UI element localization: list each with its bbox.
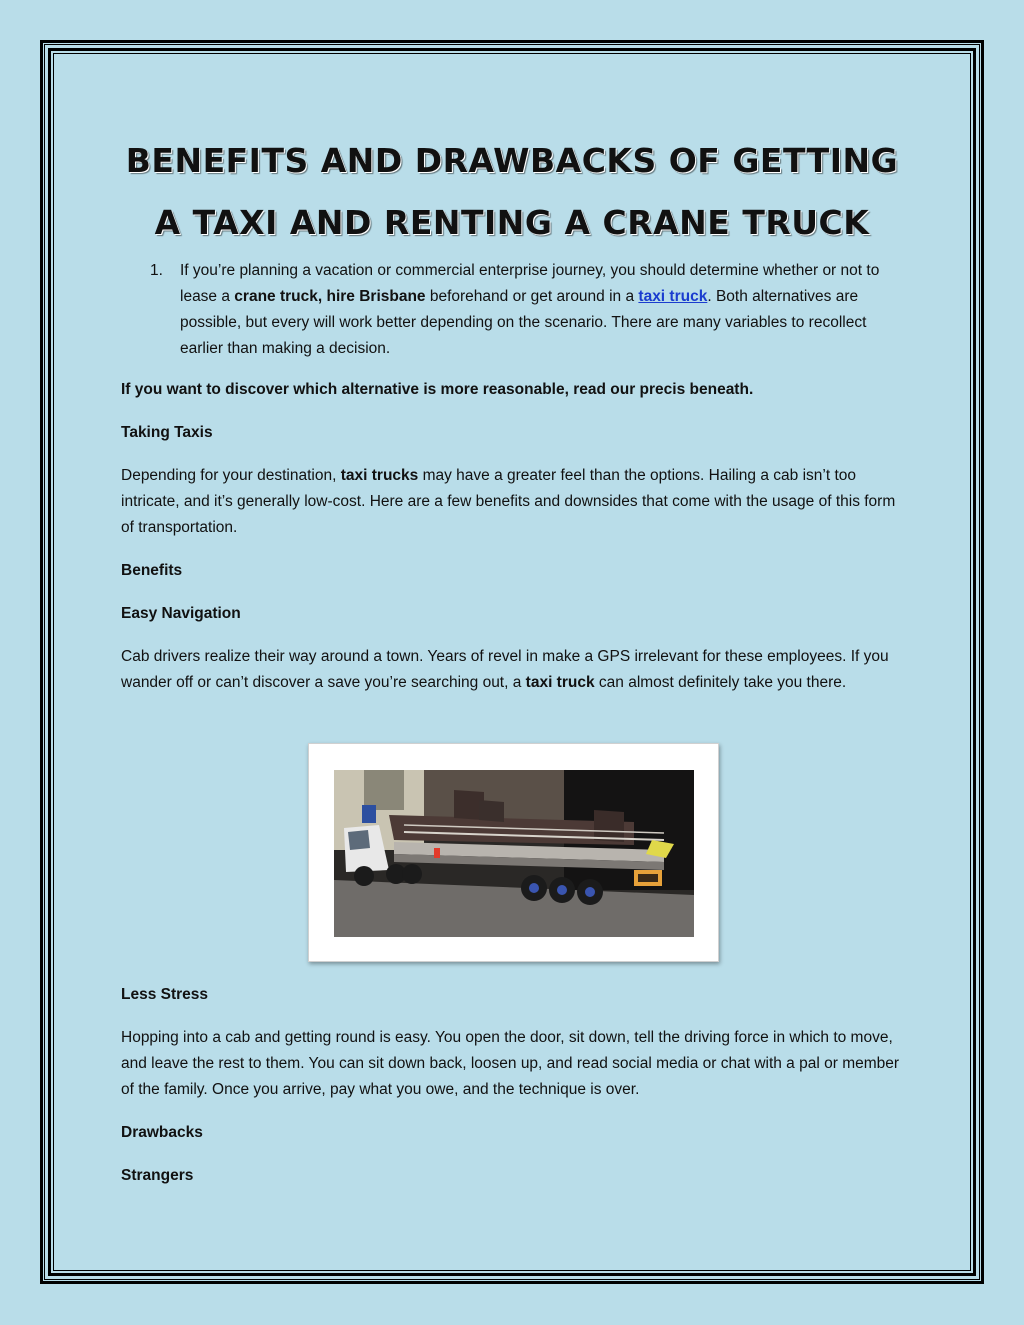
drawbacks-heading: [121, 1120, 911, 1146]
summary-bold-text: If you want to discover which alternative is more reasonable, read our precis beneath.: [121, 381, 754, 398]
benefits-heading: [121, 558, 911, 584]
article-body-top: [121, 258, 911, 713]
strangers-heading-text: Strangers: [121, 1167, 194, 1184]
taking-taxis-paragraph: [121, 463, 911, 541]
taking-taxis-heading: [121, 420, 911, 446]
summary-paragraph: [121, 377, 911, 403]
benefits-heading-text: Benefits: [121, 562, 183, 579]
drawbacks-heading-text: Drawbacks: [121, 1124, 203, 1141]
easy-navigation-heading-text: Easy Navigation: [121, 605, 241, 622]
crane-truck-photo: [334, 770, 694, 937]
numbered-list-item: [121, 258, 911, 362]
list-number: 1.: [150, 262, 163, 279]
truck-photo-frame: [308, 743, 719, 962]
less-stress-heading: [121, 982, 911, 1008]
strangers-heading: [121, 1163, 911, 1189]
page-title-line-1: BENEFITS AND DRAWBACKS OF GETTING: [125, 141, 899, 180]
less-stress-paragraph: Hopping into a cab and getting round is easy. You open the door, sit down, tell the driving force in which to move, and leave the rest to them. You can sit down back, loosen up, and read social media or chat with a pal or member of the family. Once you arrive, pay what you owe, and the technique is over.: [121, 1029, 900, 1098]
intro-text-middle: beforehand or get around in a: [425, 288, 639, 305]
page-title: [100, 130, 924, 254]
easy-navigation-heading: [121, 601, 911, 627]
easy-navigation-paragraph: [121, 644, 911, 696]
taking-taxis-text-start: Depending for your destination,: [121, 467, 341, 484]
article-body-bottom: [121, 982, 911, 1206]
easy-navigation-text-end: can almost definitely take you there.: [594, 674, 847, 691]
taking-taxis-bold: taxi trucks: [340, 467, 419, 484]
page-title-line-2: A TAXI AND RENTING A CRANE TRUCK: [154, 203, 870, 242]
intro-bold-phrase: crane truck, hire Brisbane: [234, 288, 426, 305]
taking-taxis-heading-text: Taking Taxis: [121, 424, 213, 441]
intro-text-start: If you’re planning a vacation or commercial enterprise journey, you should determine whether or not to lease a: [180, 262, 880, 305]
less-stress-heading-text: Less Stress: [121, 986, 209, 1003]
intro-text-end: . Both alternatives are possible, but every will work better depending on the scenario. There are many variables to recollect earlier than making a decision.: [180, 288, 867, 357]
taking-taxis-text-end: may have a greater feel than the options. Hailing a cab isn’t too intricate, and it’s generally low-cost. Here are a few benefits and downsides that come with the usage of this form of transportation.: [121, 467, 896, 536]
easy-navigation-bold: taxi truck: [525, 674, 595, 691]
taxi-truck-link[interactable]: taxi truck: [638, 288, 708, 305]
easy-navigation-text-start: Cab drivers realize their way around a town. Years of revel in make a GPS irrelevant for these employees. If you wander off or can’t discover a save you’re searching out, a: [121, 648, 889, 691]
list-item-text: [180, 258, 911, 362]
